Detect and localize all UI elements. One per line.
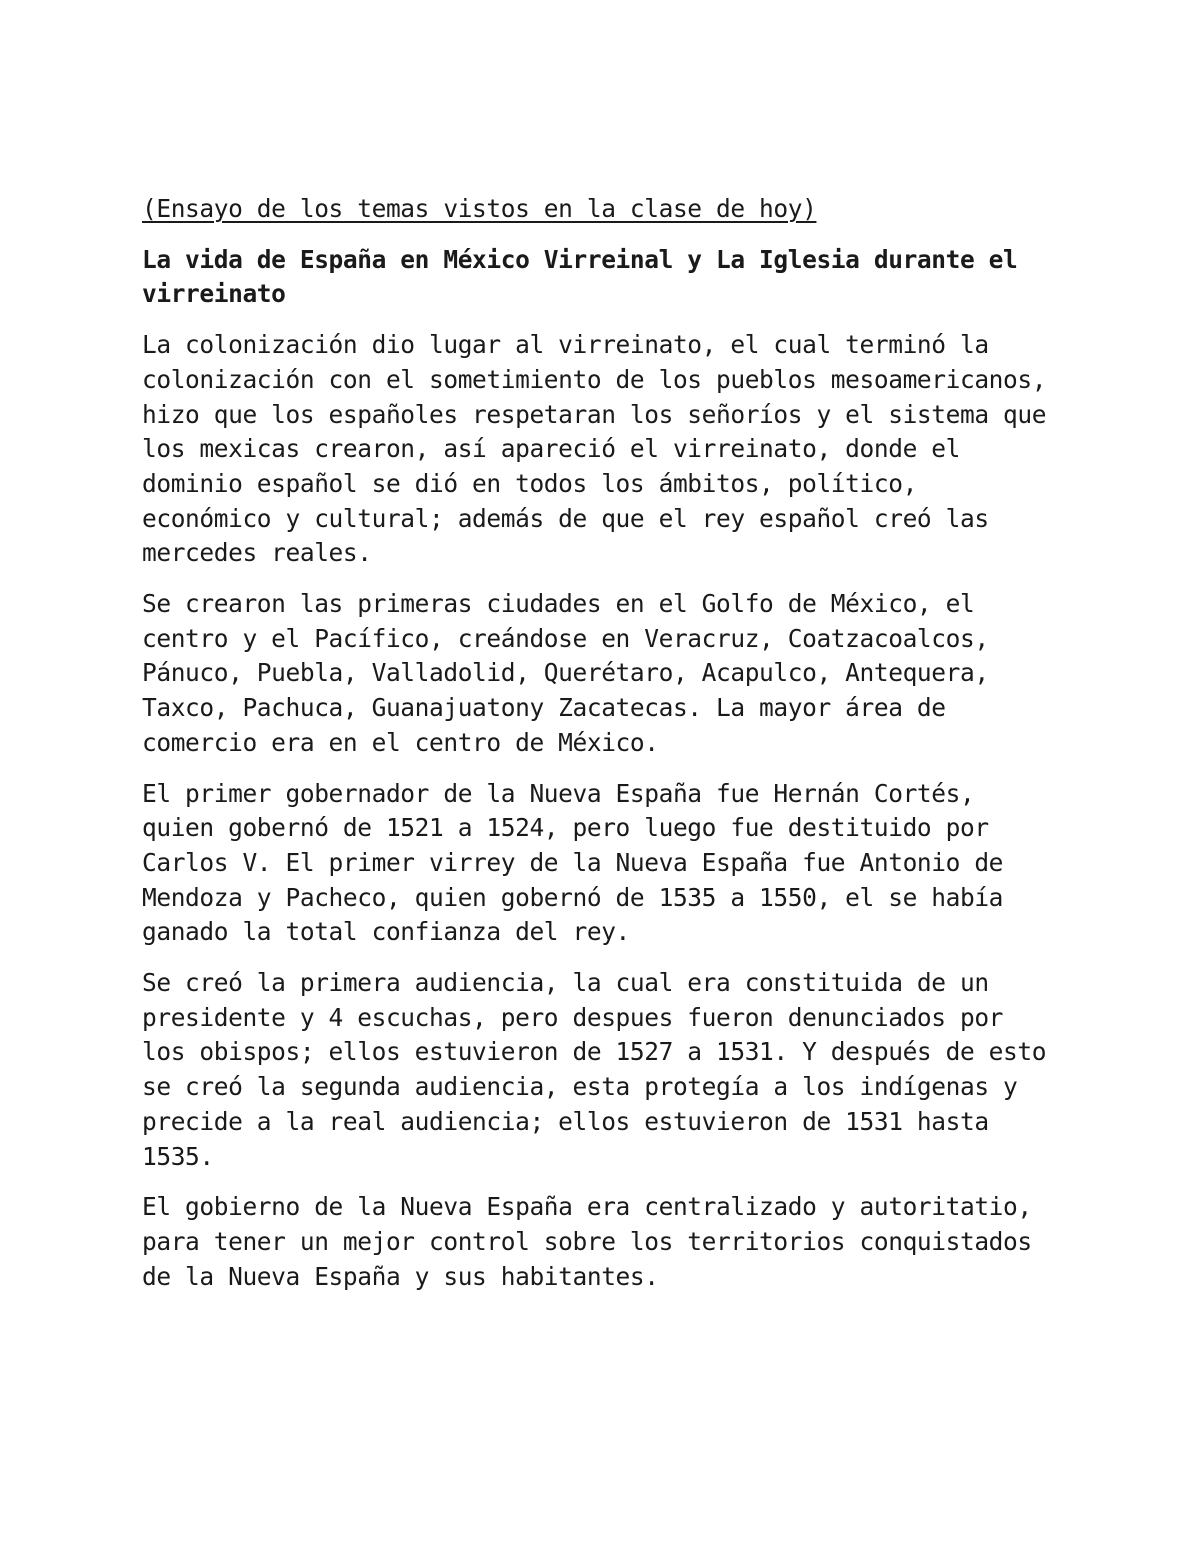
essay-subject: (Ensayo de los temas vistos en la clase de hoy): [142, 194, 817, 223]
paragraph-cities: Se crearon las primeras ciudades en el Golfo de México, el centro y el Pacífico, creándose en Veracruz, Coatzacoalcos, Pánuco, Puebla, Valladolid, Querétaro, Acapulco, Antequera, Taxco, Pachuca, Guanajuatony Zacatecas. La mayor área de comercio era en el centro de México.: [142, 589, 989, 757]
paragraph-government: El gobierno de la Nueva España era centralizado y autoritatio, para tener un mejor control sobre los territorios conquistados de la Nueva España y sus habitantes.: [142, 1192, 1032, 1291]
paragraph-governors: El primer gobernador de la Nueva España fue Hernán Cortés, quien gobernó de 1521 a 1524, pero luego fue destituido por Carlos V. El primer virrey de la Nueva España fue Antonio de Mendoza y Pacheco, quien gobernó de 1535 a 1550, el se había ganado la total confianza del rey.: [142, 778, 1004, 947]
paragraph-audiences: Se creó la primera audiencia, la cual era constituida de un presidente y 4 escuchas, pero despues fueron denunciados por los obispos; ellos estuvieron de 1527 a 1531. Y después de esto se creó la segunda audiencia, esta protegía a los indígenas y precide a la real audiencia; ellos estuvieron de 1531 hasta 1535.: [142, 968, 1047, 1171]
paragraph-colonization: La colonización dio lugar al virreinato, el cual terminó la colonización con el sometimiento de los pueblos mesoamericanos, hizo que los españoles respetaran los señoríos y el sistema que los mexicas crearon, así apareció el virreinato, donde el dominio español se dió en todos los ámbitos, político, económico y cultural; además de que el rey español creó las mercedes reales.: [142, 330, 1047, 568]
essay-title: La vida de España en México Virreinal y La Iglesia durante el virreinato: [142, 244, 1018, 309]
document-page: [142, 192, 1054, 1310]
